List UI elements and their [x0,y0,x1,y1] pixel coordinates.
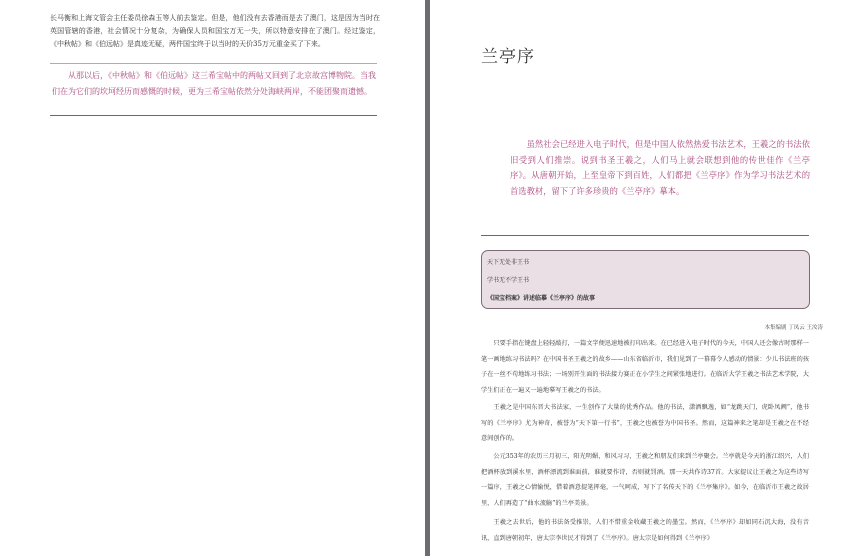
left-callout: 从那以后，《中秋帖》和《伯远帖》这三希宝帖中的两帖又回到了北京故宫博物院。当我们在为它们的坎坷经历而感慨的时候，更为三希宝帖依然分处海峡两岸，不能团聚而遗憾。 [52,71,376,96]
quote-box-line-1: 天下无处非王书 [487,259,530,266]
page-title: 兰亭序 [481,47,535,67]
right-page [430,0,860,556]
byline: 本集编剧 丁凤云 王汝涛 [764,325,823,331]
left-top-paragraph: 长马衡和上海文管会主任委员徐森玉等人前去鉴定。但是，他们没有去香港而是去了澳门，这是因为当时在英国管辖的香港，社会情况十分复杂，为确保人员和国宝万无一失，所以特意安排在了澳门。经过鉴定，《中秋帖》和《伯远帖》是真迹无疑，两件国宝终于以当时的天价35万元重金买了下来。 [50,14,380,49]
body-paragraph-4: 王羲之去世后，他的书法备受推崇，人们不惜重金收藏王羲之的墨宝。然而，《兰亭序》却如同石沉大海，没有音讯，直到唐朝初年，唐太宗李世民才得到了《兰亭序》。唐太宗是如何得到《兰亭序》 [481,519,809,542]
body-paragraph-3: 公元353年的农历三月初三，阳光明媚，和风习习，王羲之和朋友们来到兰亭聚会。兰亭就是今天的浙江绍兴，人们把酒杯放到溪水里，酒杯漂流到谁面前，谁就要作诗，否则就罚酒。那一天共作诗37首。大家提议让王羲之为这些诗写一篇序，王羲之心情愉悦，借着酒意提笔挥毫，一气呵成，写下了名传天下的《兰亭集序》。如今，在临沂市王羲之故居里，人们再造了“曲水流觞”的兰亭美景。 [481,453,809,507]
body-paragraph-1: 只要手指在键盘上轻轻敲打，一篇文字便迅速地被打印出来。在已经进入电子时代的今天，中国人还会像古时那样一笔一画地练习书法吗？在中国书圣王羲之的故乡——山东省临沂市，我们见到了一幕幕令人感动的情景：少儿书法班的孩子在一丝不苟地练习书法；一场别开生面的书法接力赛正在小学生之间紧张地进行。在临沂大学王羲之书法艺术学院，大学生们正在一遍又一遍地摹写王羲之的书法。 [481,340,809,394]
quote-box-line-2: 学书无不学王书 [487,277,530,284]
section-rule [481,235,809,236]
left-page [0,0,425,556]
body-paragraph-2: 王羲之是中国东晋大书法家，一生创作了大量的优秀作品。他的书法，潇洒飘逸，如“龙跳天门，虎卧凤阙”，他书写的《兰亭序》尤为神奇，被誉为“天下第一行书”，王羲之也被誉为中国书圣。然而，这篇神来之笔却是王羲之在不经意间创作的。 [481,404,809,442]
quote-box-line-3: 《国宝档案》讲述临摹《兰亭序》的故事 [487,295,596,302]
quote-box [481,250,810,309]
intro-paragraph: 虽然社会已经进入电子时代，但是中国人依然热爱书法艺术，王羲之的书法依旧受到人们推崇。说到书圣王羲之，人们马上就会联想到他的传世佳作《兰亭序》。从唐朝开始，上至皇帝下到百姓，人们都把《兰亭序》作为学习书法艺术的首选教材，留下了许多珍贵的《兰亭序》摹本。 [510,139,810,196]
callout-top-rule [50,63,377,64]
callout-bottom-rule [50,115,377,116]
